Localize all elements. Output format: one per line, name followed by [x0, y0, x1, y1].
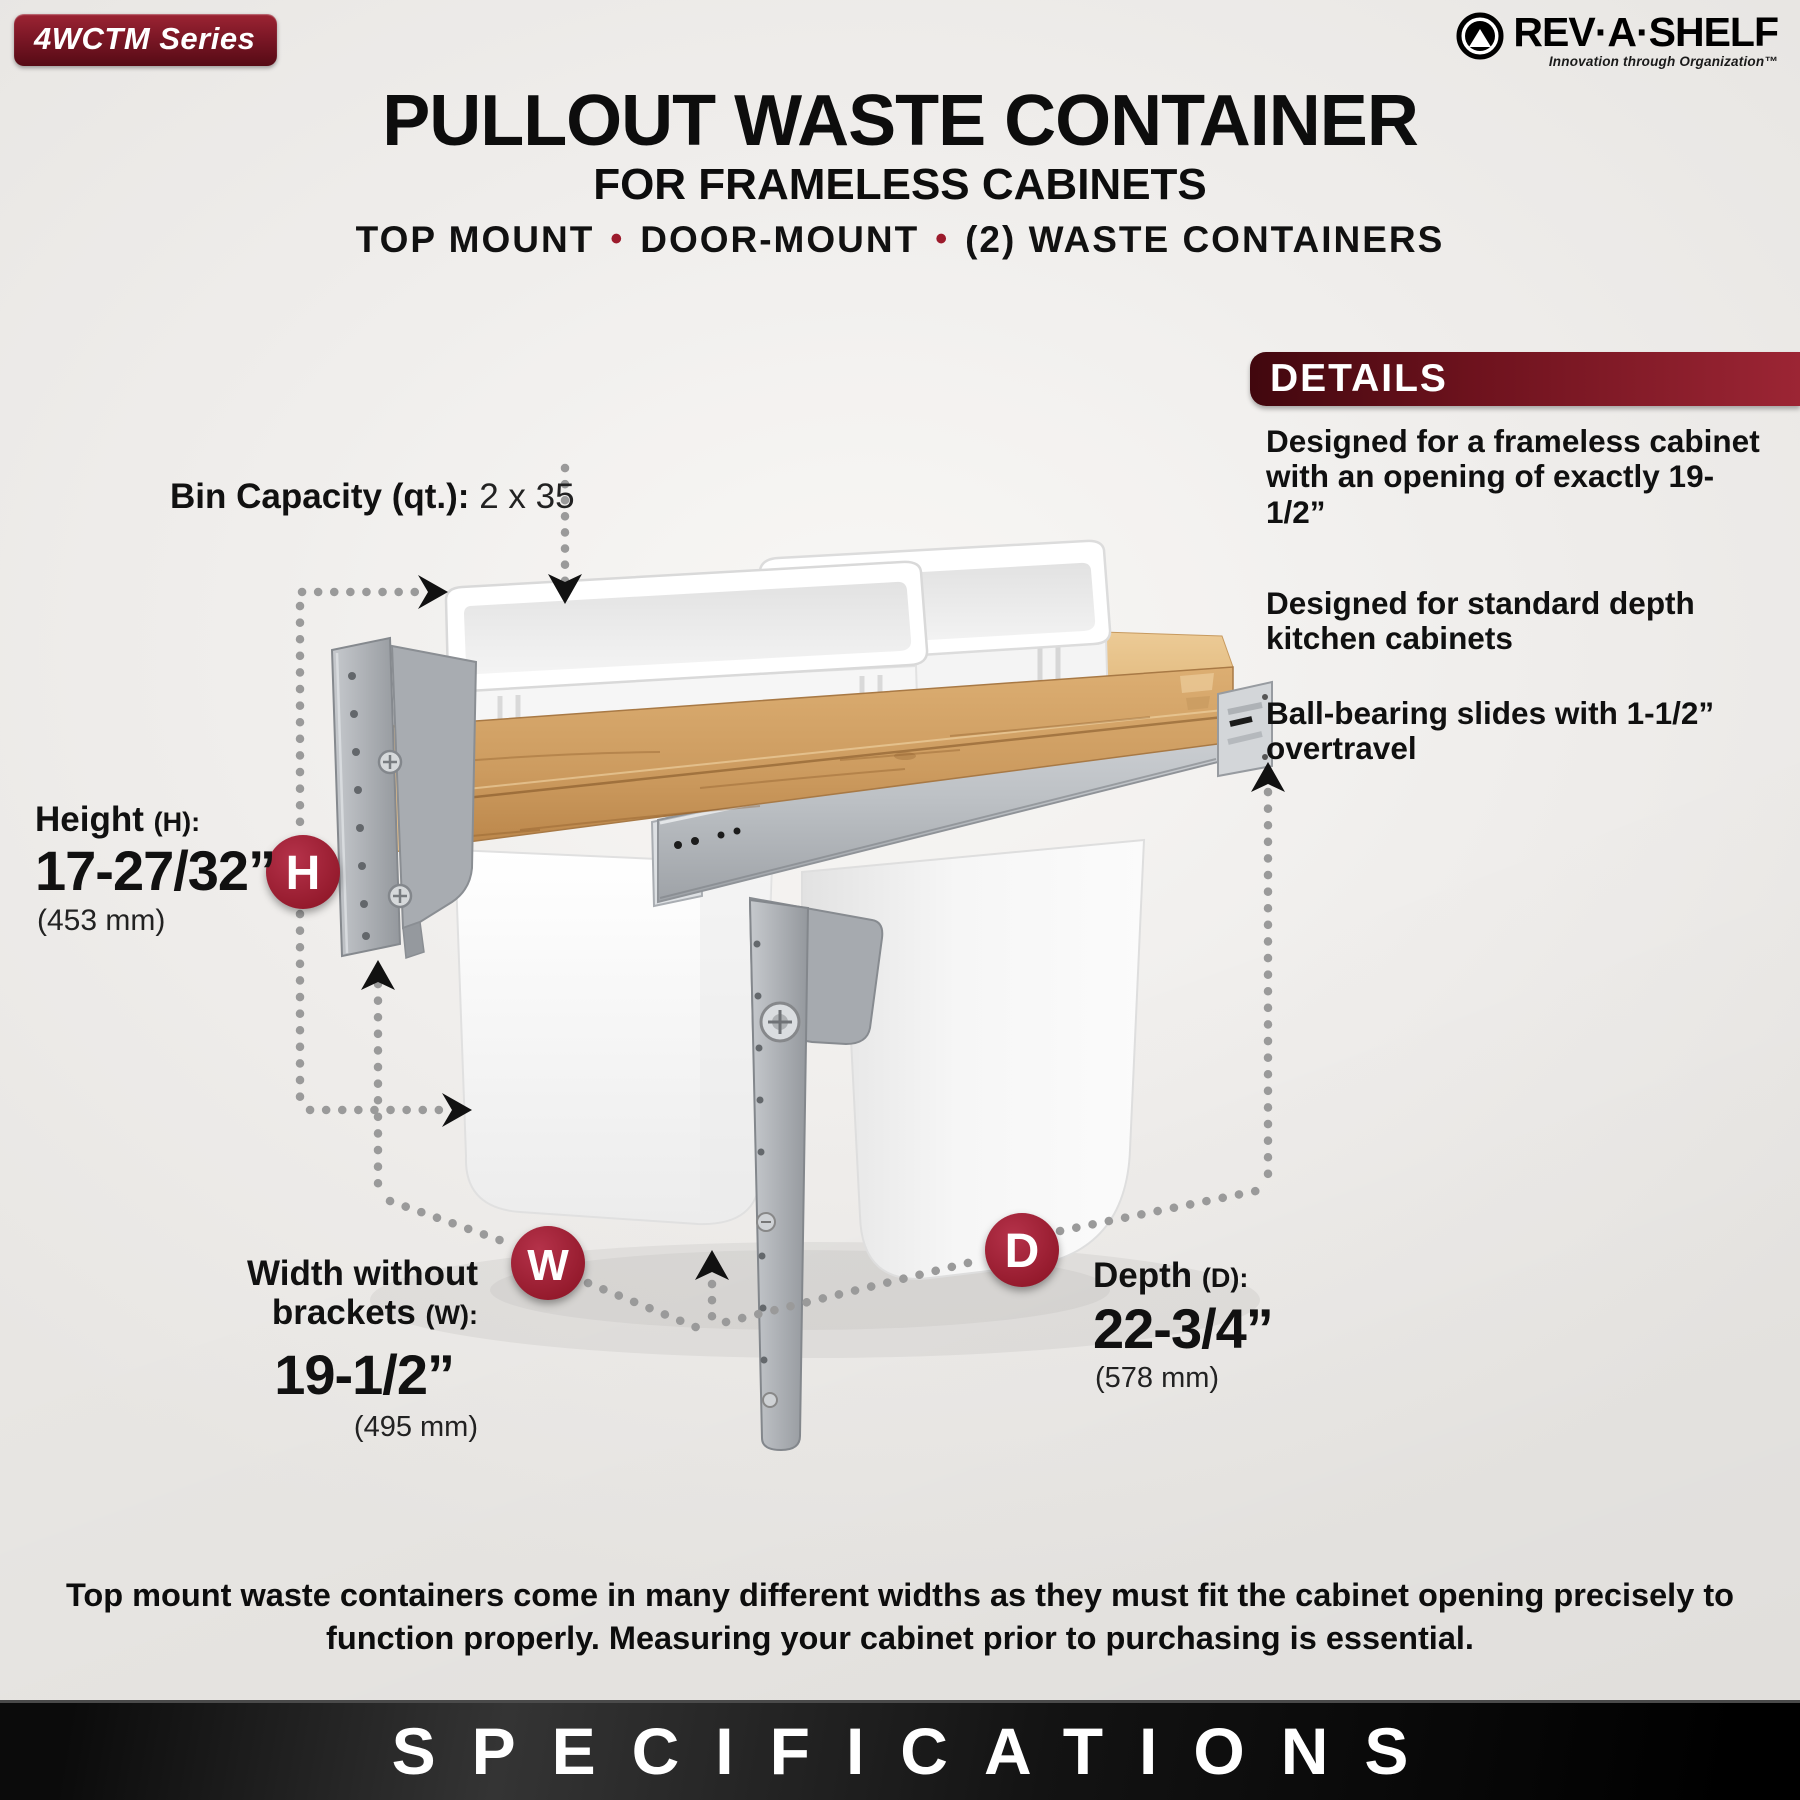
height-metric: (453 mm)	[37, 904, 166, 937]
bullet-icon: •	[935, 220, 950, 258]
waste-bin-back-body	[802, 840, 1144, 1279]
brand-tagline: Innovation through Organization™	[1548, 54, 1778, 69]
footer-note-line2: function properly. Measuring your cabinet prior to purchasing is essential.	[326, 1620, 1474, 1656]
series-badge	[14, 14, 277, 66]
feature-row	[0, 219, 1800, 261]
arrow-right-icon	[418, 575, 448, 609]
bin-capacity-label: Bin Capacity (qt.):	[170, 477, 470, 516]
mountain-in-circle-icon	[1455, 12, 1505, 62]
bin-capacity-value: 2 x 35	[479, 477, 575, 516]
brand-name: REV·A·SHELF	[1513, 9, 1778, 55]
dotted-line-width-diag	[390, 1201, 508, 1243]
width-label-block: Width without brackets (W): 19-1/2” (495 mm)	[130, 1254, 478, 1444]
depth-badge-letter: D	[1004, 1225, 1040, 1278]
footer-note-line1: Top mount waste containers come in many different widths as they must fit the cabinet opening precisely to	[65, 1577, 1734, 1613]
page-subtitle: FOR FRAMELESS CABINETS	[593, 160, 1207, 209]
depth-label: Depth (D):	[1093, 1256, 1249, 1295]
waste-bin-front-body	[455, 850, 772, 1224]
details-header	[1250, 352, 1800, 406]
height-label: Height (H):	[35, 800, 201, 839]
width-value: 19-1/2”	[274, 1343, 454, 1407]
detail-item-3: Ball-bearing slides with 1-1/2” overtravel	[1266, 695, 1715, 767]
height-badge-letter: H	[285, 847, 321, 900]
page-title: PULLOUT WASTE CONTAINER	[382, 81, 1418, 161]
details-header-label: DETAILS	[1270, 357, 1448, 400]
detail-item-2: Designed for standard depth kitchen cabinets	[1266, 585, 1695, 657]
width-badge-letter: W	[527, 1241, 569, 1290]
series-badge-label: 4WCTM Series	[34, 21, 256, 56]
brand-logo	[1455, 9, 1778, 69]
feature-door-mount: DOOR-MOUNT	[640, 219, 920, 260]
feature-top-mount: TOP MOUNT	[355, 219, 595, 260]
depth-metric: (578 mm)	[1095, 1362, 1220, 1394]
depth-value: 22-3/4”	[1093, 1297, 1273, 1360]
mount-bracket-left	[332, 638, 476, 958]
bin-capacity-note	[170, 477, 575, 517]
height-value: 17-27/32”	[35, 839, 276, 902]
width-metric: (495 mm)	[353, 1411, 478, 1444]
bullet-icon: •	[610, 220, 625, 258]
feature-containers: (2) WASTE CONTAINERS	[965, 219, 1445, 260]
width-label: Width without	[247, 1254, 478, 1293]
specifications-bar: SPECIFICATIONS	[0, 1700, 1800, 1800]
slide-rail-end-cap	[1218, 682, 1272, 776]
detail-item-1: Designed for a frameless cabinet with an opening of exactly 19-1/2”	[1266, 423, 1760, 530]
